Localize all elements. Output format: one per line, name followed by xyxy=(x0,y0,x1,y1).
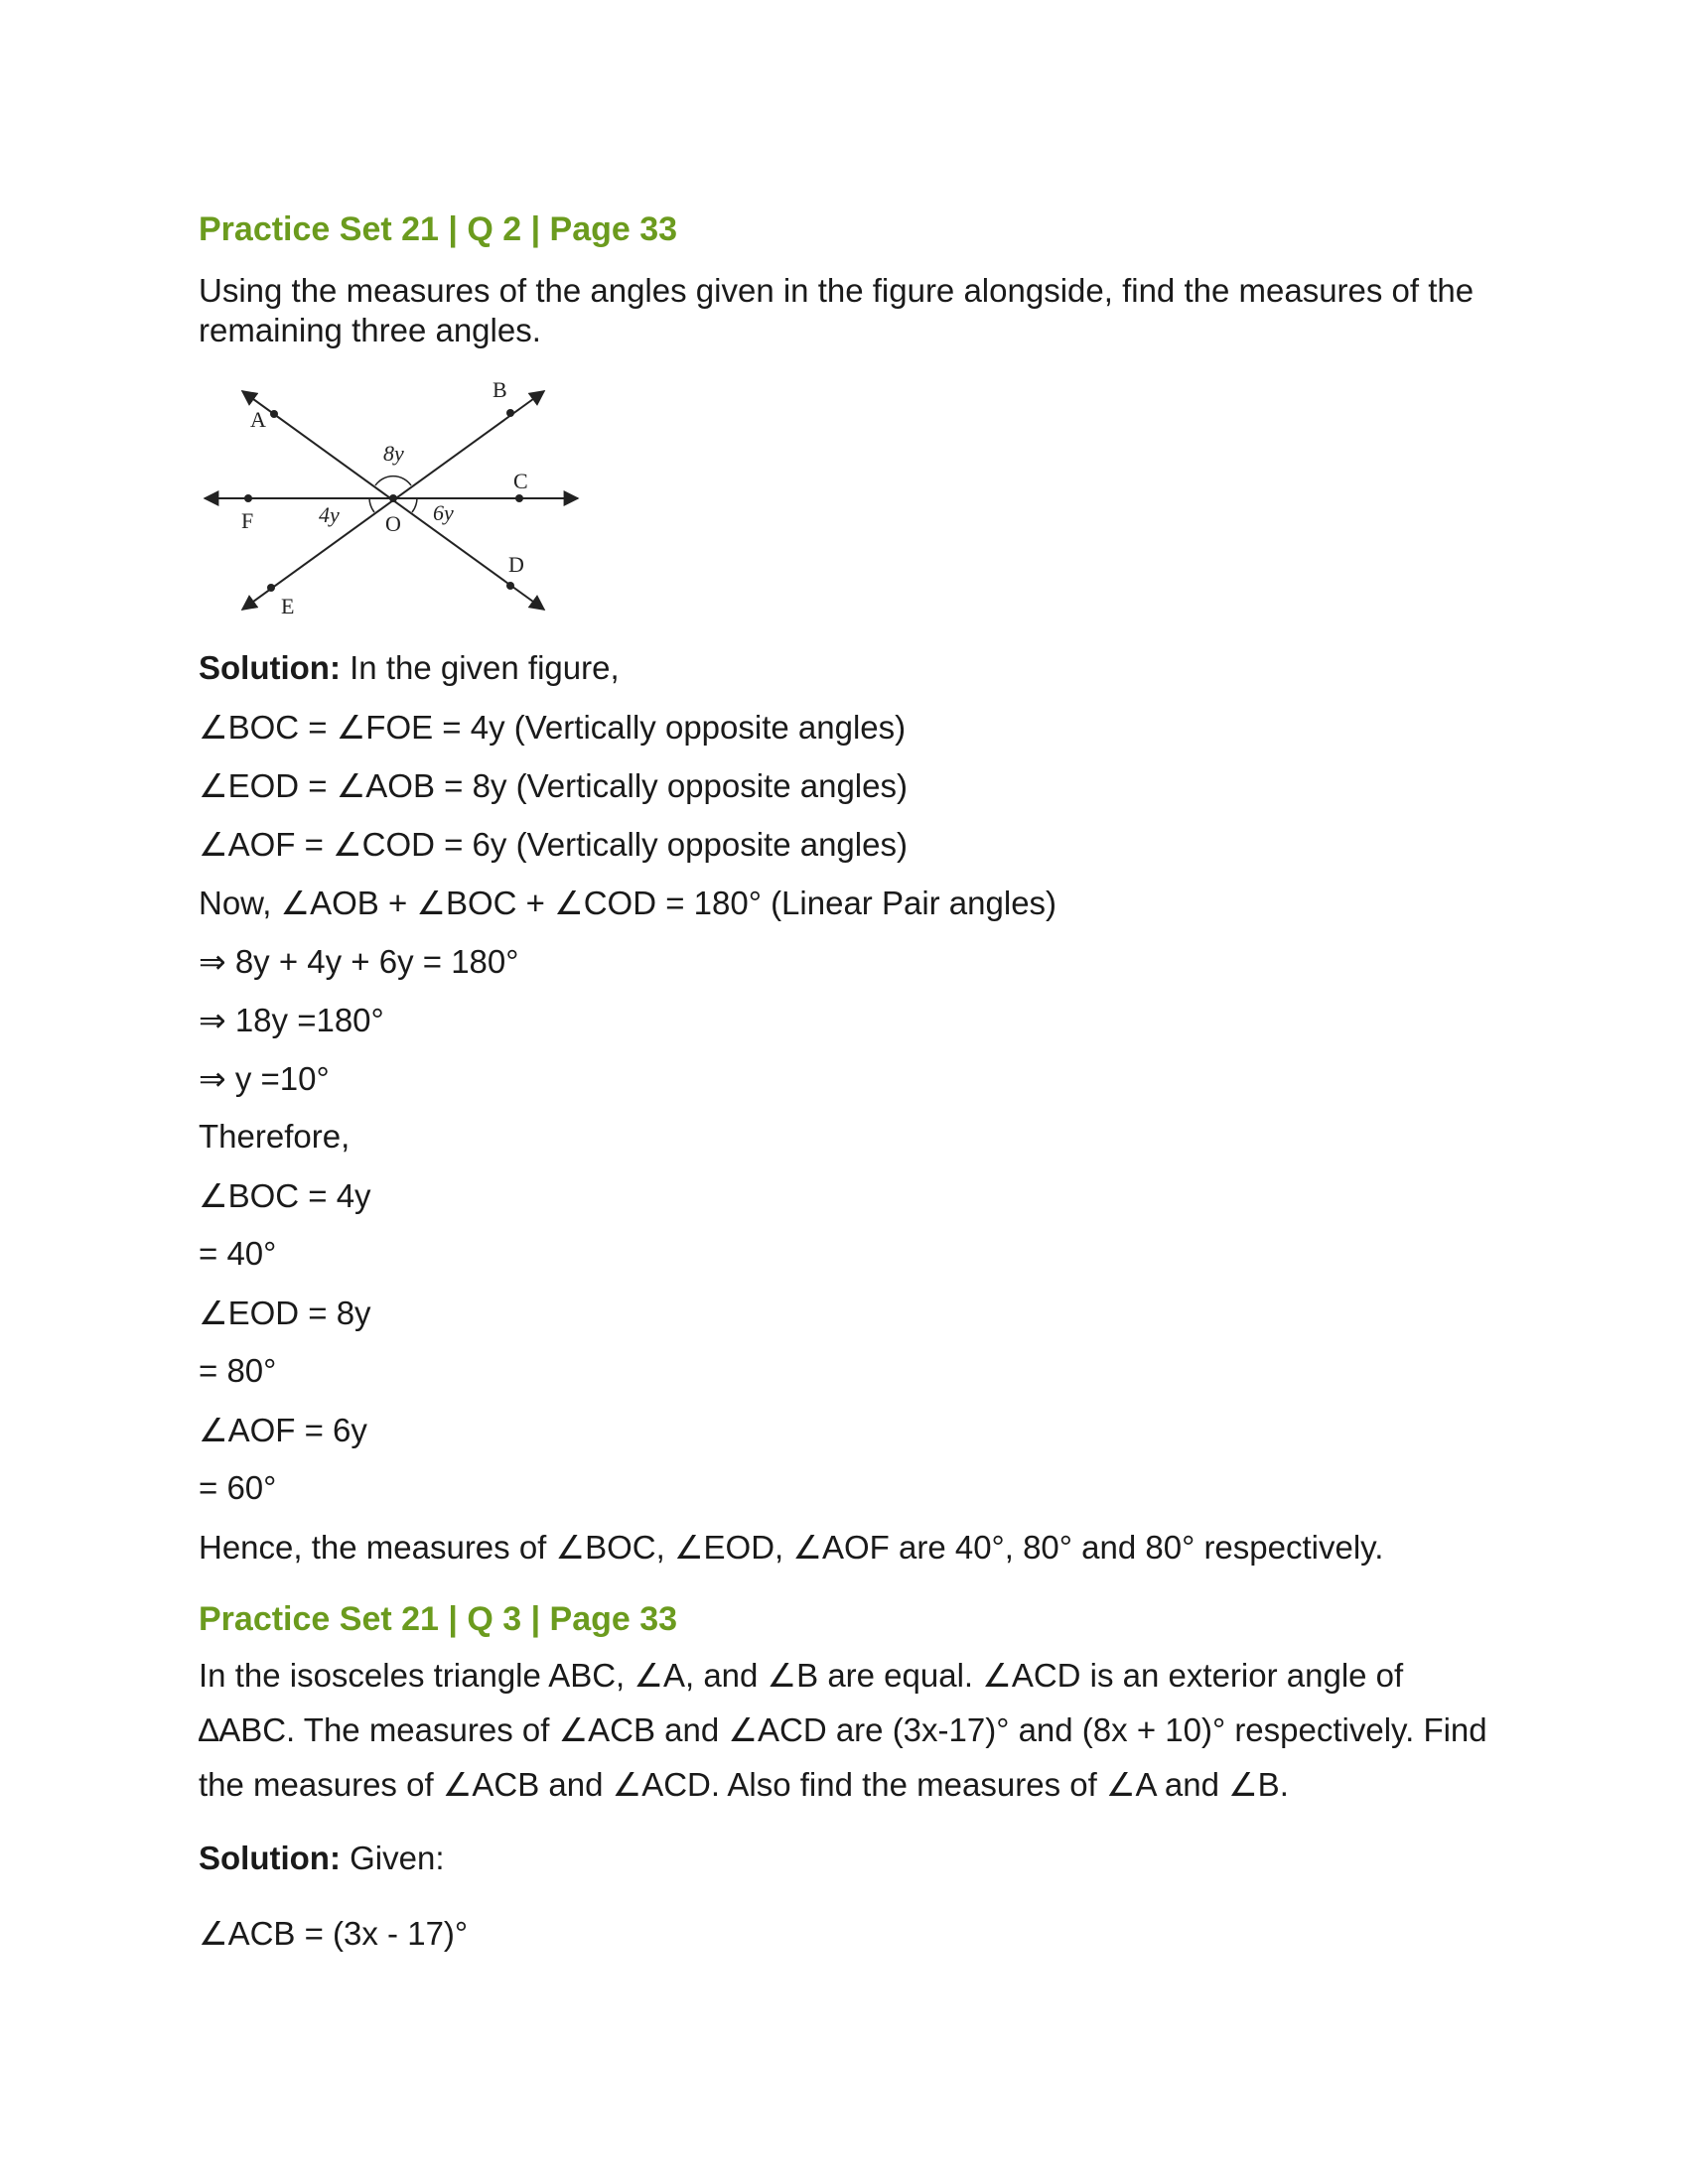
solution-step: = 40° xyxy=(199,1235,277,1272)
q2-figure xyxy=(199,377,596,625)
solution-label: Solution: xyxy=(199,649,341,686)
solution-step: ∠ACB = (3x - 17)° xyxy=(199,1915,469,1952)
angle-label-aob: 8y xyxy=(383,441,404,466)
solution-step: ∠BOC = ∠FOE = 4y (Vertically opposite angles) xyxy=(199,709,907,746)
label-e: E xyxy=(281,594,295,618)
solution-intro: Given: xyxy=(340,1840,445,1876)
solution-step: = 60° xyxy=(199,1469,277,1506)
angle-label-cod: 6y xyxy=(433,500,454,525)
point-d xyxy=(506,582,514,590)
arc-cod xyxy=(412,498,417,512)
label-c: C xyxy=(513,469,528,493)
point-e xyxy=(267,584,275,592)
intersecting-lines-diagram xyxy=(199,377,596,625)
solution-step: ⇒ 8y + 4y + 6y = 180° xyxy=(199,943,519,980)
solution-intro: In the given figure, xyxy=(340,649,620,686)
point-b xyxy=(506,409,514,417)
angle-label-foe: 4y xyxy=(319,502,340,527)
point-o xyxy=(389,494,397,502)
solution-step: ⇒ y =10° xyxy=(199,1060,330,1097)
solution-step: ∠AOF = ∠COD = 6y (Vertically opposite angles) xyxy=(199,826,908,863)
solution-step: ∠EOD = 8y xyxy=(199,1295,371,1331)
label-f: F xyxy=(241,508,254,533)
q2-heading: Practice Set 21 | Q 2 | Page 33 xyxy=(199,210,678,248)
point-a xyxy=(270,410,278,418)
label-a: A xyxy=(250,407,266,432)
q3-solution xyxy=(199,1840,445,1877)
label-d: D xyxy=(508,552,524,577)
label-b: B xyxy=(492,377,507,402)
q3-question-line: In the isosceles triangle ABC, ∠A, and ∠B are equal. ∠ACD is an exterior angle of xyxy=(199,1657,1404,1694)
solution-step: = 80° xyxy=(199,1352,277,1389)
point-c xyxy=(515,494,523,502)
point-f xyxy=(244,494,252,502)
solution-label: Solution: xyxy=(199,1840,341,1876)
label-o: O xyxy=(385,511,401,536)
solution-conclusion: Hence, the measures of ∠BOC, ∠EOD, ∠AOF are 40°, 80° and 80° respectively. xyxy=(199,1529,1384,1566)
q2-question: Using the measures of the angles given in the figure alongside, find the measures of the remaining three angles. xyxy=(199,272,1475,348)
arc-foe xyxy=(369,498,374,512)
arc-aob xyxy=(375,477,411,485)
solution-step: ∠BOC = 4y xyxy=(199,1177,371,1214)
q3-question-line: the measures of ∠ACB and ∠ACD. Also find the measures of ∠A and ∠B. xyxy=(199,1766,1289,1803)
q2-solution xyxy=(199,649,620,687)
q3-question-line: ∆ABC. The measures of ∠ACB and ∠ACD are (3x-17)° and (8x + 10)° respectively. Find xyxy=(199,1711,1487,1748)
solution-step: ⇒ 18y =180° xyxy=(199,1002,384,1038)
solution-step: ∠AOF = 6y xyxy=(199,1412,367,1448)
solution-step: Now, ∠AOB + ∠BOC + ∠COD = 180° (Linear Pair angles) xyxy=(199,885,1057,921)
solution-step: ∠EOD = ∠AOB = 8y (Vertically opposite angles) xyxy=(199,767,908,804)
solution-step: Therefore, xyxy=(199,1118,351,1155)
q3-heading: Practice Set 21 | Q 3 | Page 33 xyxy=(199,1600,678,1638)
